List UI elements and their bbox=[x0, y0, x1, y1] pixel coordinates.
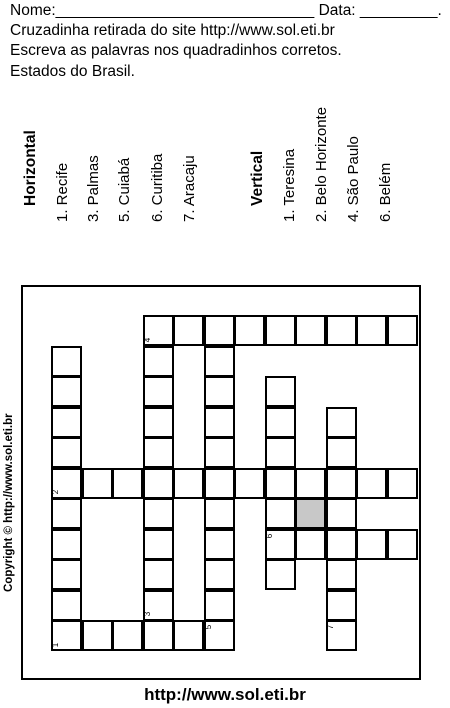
clue-number: 4 bbox=[142, 337, 152, 342]
crossword-cell[interactable] bbox=[326, 315, 357, 346]
crossword-cell[interactable] bbox=[356, 529, 387, 560]
crossword-cell[interactable] bbox=[265, 468, 296, 499]
clue-number: 6 bbox=[264, 533, 274, 538]
crossword-cell[interactable] bbox=[173, 620, 204, 651]
crossword-cell[interactable] bbox=[204, 346, 235, 377]
horizontal-clue-1: 1. Recife bbox=[54, 162, 71, 222]
vertical-clue-2: 2. Belo Horizonte bbox=[313, 106, 330, 222]
crossword-cell[interactable] bbox=[51, 407, 82, 438]
name-date-line: Nome:______________________________ Data: _________. bbox=[10, 2, 442, 19]
crossword-cell[interactable] bbox=[326, 468, 357, 499]
crossword-cell[interactable] bbox=[387, 468, 418, 499]
theme-line: Estados do Brasil. bbox=[10, 63, 135, 80]
horizontal-title: Horizontal bbox=[22, 130, 39, 206]
crossword-cell[interactable] bbox=[51, 590, 82, 621]
vertical-clue-6: 6. Belém bbox=[377, 162, 394, 222]
crossword-cell[interactable] bbox=[387, 529, 418, 560]
crossword-cell[interactable] bbox=[143, 407, 174, 438]
clue-number: 3 bbox=[142, 611, 152, 617]
clue-number: 1 bbox=[51, 642, 61, 647]
crossword-cell[interactable] bbox=[143, 376, 174, 407]
crossword-cell[interactable] bbox=[204, 498, 235, 529]
footer-url: http://www.sol.eti.br bbox=[144, 685, 306, 704]
crossword-cell[interactable] bbox=[234, 315, 265, 346]
crossword-blocked-cell bbox=[295, 498, 326, 529]
crossword-cell[interactable] bbox=[173, 315, 204, 346]
crossword-cell[interactable] bbox=[143, 468, 174, 499]
crossword-cell[interactable] bbox=[112, 620, 143, 651]
crossword-cell[interactable] bbox=[204, 407, 235, 438]
crossword-cell[interactable] bbox=[173, 468, 204, 499]
crossword-cell[interactable] bbox=[265, 315, 296, 346]
crossword-cell[interactable] bbox=[295, 529, 326, 560]
crossword-cell[interactable] bbox=[51, 529, 82, 560]
side-copyright: Copyright © http://www.sol.eti.br bbox=[3, 413, 15, 592]
crossword-cell[interactable] bbox=[51, 346, 82, 377]
crossword-cell[interactable] bbox=[143, 498, 174, 529]
crossword-cell[interactable] bbox=[51, 376, 82, 407]
crossword-cell[interactable] bbox=[143, 620, 174, 651]
vertical-clue-4: 4. São Paulo bbox=[345, 136, 362, 222]
horizontal-clue-7: 7. Aracaju bbox=[181, 155, 198, 222]
crossword-cell[interactable] bbox=[326, 498, 357, 529]
vertical-title: Vertical bbox=[249, 150, 266, 206]
instructions-line: Escreva as palavras nos quadradinhos corretos. bbox=[10, 42, 342, 59]
crossword-cell[interactable] bbox=[51, 559, 82, 590]
crossword-cell[interactable] bbox=[82, 620, 113, 651]
horizontal-clue-3: 3. Palmas bbox=[85, 155, 102, 222]
crossword-cell[interactable] bbox=[265, 498, 296, 529]
crossword-cell[interactable] bbox=[143, 437, 174, 468]
vertical-clue-1: 1. Teresina bbox=[281, 148, 298, 222]
crossword-cell[interactable] bbox=[326, 407, 357, 438]
crossword-cell[interactable] bbox=[143, 559, 174, 590]
crossword-cell[interactable] bbox=[204, 468, 235, 499]
crossword-cell[interactable] bbox=[356, 468, 387, 499]
horizontal-clue-5: 5. Cuiabá bbox=[116, 157, 133, 222]
crossword-cell[interactable] bbox=[143, 346, 174, 377]
crossword-cell[interactable] bbox=[204, 590, 235, 621]
horizontal-clue-6: 6. Curitiba bbox=[149, 153, 166, 222]
crossword-cell[interactable] bbox=[112, 468, 143, 499]
clue-number: 2 bbox=[51, 489, 61, 495]
crossword-cell[interactable] bbox=[387, 315, 418, 346]
crossword-cell[interactable] bbox=[143, 529, 174, 560]
crossword-cell[interactable] bbox=[265, 437, 296, 468]
crossword-cell[interactable] bbox=[295, 468, 326, 499]
crossword-cell[interactable] bbox=[326, 529, 357, 560]
crossword-cell[interactable] bbox=[326, 559, 357, 590]
clue-number: 7 bbox=[325, 624, 335, 630]
crossword-cell[interactable] bbox=[295, 315, 326, 346]
crossword-cell[interactable] bbox=[326, 437, 357, 468]
crossword-cell[interactable] bbox=[51, 498, 82, 529]
crossword-cell[interactable] bbox=[51, 437, 82, 468]
crossword-cell[interactable] bbox=[234, 468, 265, 499]
clue-number: 5 bbox=[203, 624, 213, 630]
source-line: Cruzadinha retirada do site http://www.sol.eti.br bbox=[10, 22, 335, 39]
crossword-cell[interactable] bbox=[204, 376, 235, 407]
crossword-cell[interactable] bbox=[204, 529, 235, 560]
crossword-cell[interactable] bbox=[204, 559, 235, 590]
crossword-cell[interactable] bbox=[204, 437, 235, 468]
crossword-cell[interactable] bbox=[204, 315, 235, 346]
crossword-cell[interactable] bbox=[265, 559, 296, 590]
crossword-cell[interactable] bbox=[265, 376, 296, 407]
crossword-cell[interactable] bbox=[82, 468, 113, 499]
crossword-cell[interactable] bbox=[356, 315, 387, 346]
crossword-cell[interactable] bbox=[265, 407, 296, 438]
crossword-cell[interactable] bbox=[326, 590, 357, 621]
